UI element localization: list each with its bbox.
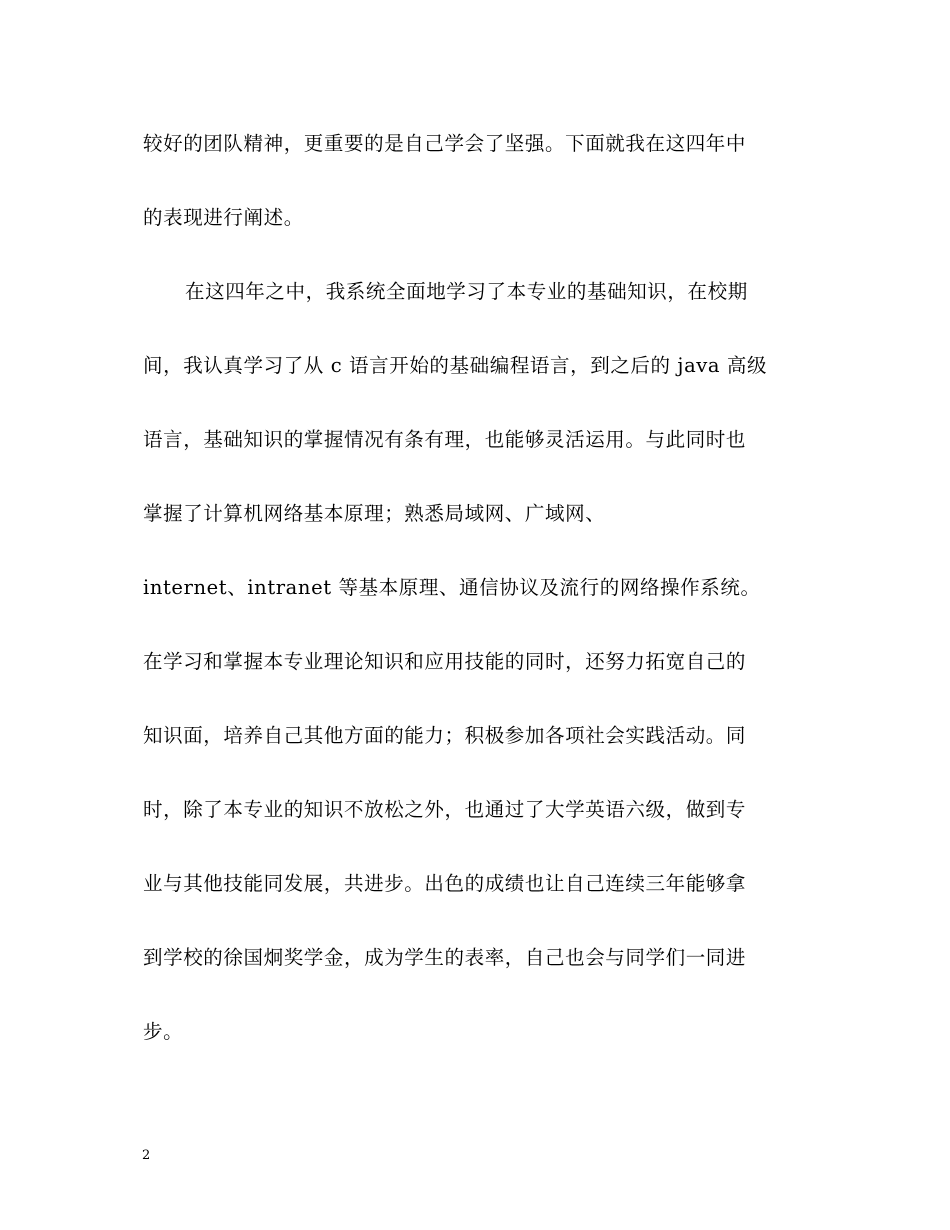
text-line-4: 间，我认真学习了从 c 语言开始的基础编程语言，到之后的 java 高级 [143, 354, 768, 377]
text-line-12: 到学校的徐国炯奖学金，成为学生的表率，自己也会与同学们一同进 [143, 946, 747, 969]
text-line-11: 业与其他技能同发展，共进步。出色的成绩也让自己连续三年能够拿 [143, 872, 747, 895]
text-line-13: 步。 [143, 1020, 184, 1043]
text-line-7: internet、intranet 等基本原理、通信协议及流行的网络操作系统。 [143, 576, 761, 599]
text-line-6: 掌握了计算机网络基本原理；熟悉局域网、广域网、 [143, 502, 606, 525]
text-line-5: 语言，基础知识的掌握情况有条有理，也能够灵活运用。与此同时也 [143, 428, 747, 451]
text-line-10: 时，除了本专业的知识不放松之外，也通过了大学英语六级，做到专 [143, 798, 747, 821]
page-number: 2 [142, 1148, 151, 1163]
text-line-3: 在这四年之中，我系统全面地学习了本专业的基础知识，在校期 [185, 280, 748, 303]
text-line-2: 的表现进行阐述。 [143, 206, 304, 229]
text-line-9: 知识面，培养自己其他方面的能力；积极参加各项社会实践活动。同 [143, 724, 747, 747]
text-line-8: 在学习和掌握本专业理论知识和应用技能的同时，还努力拓宽自己的 [143, 650, 747, 673]
text-line-1: 较好的团队精神，更重要的是自己学会了坚强。下面就我在这四年中 [143, 132, 747, 155]
